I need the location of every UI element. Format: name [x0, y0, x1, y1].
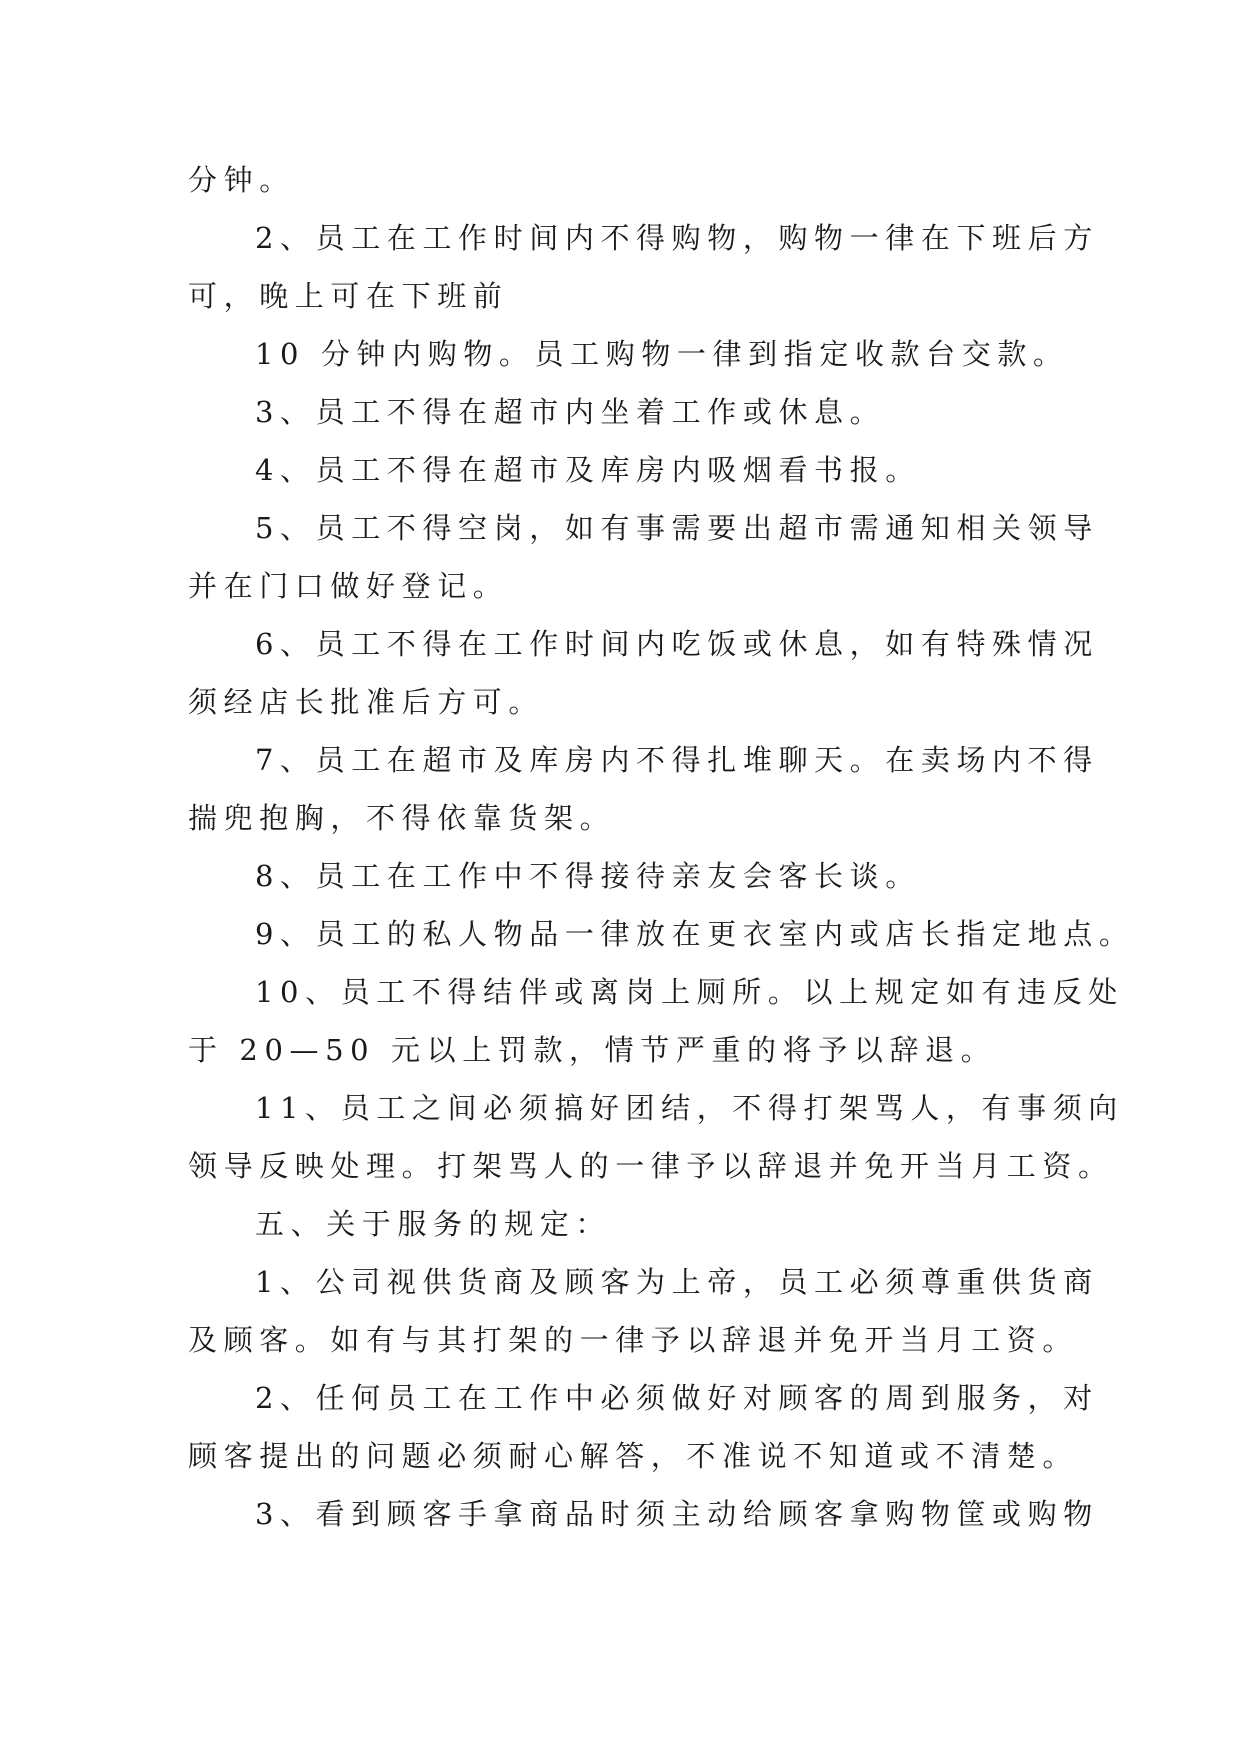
text-line-23: 顾客提出的问题必须耐心解答，不准说不知道或不清楚。: [188, 1439, 1079, 1473]
text-line-13: 8、员工在工作中不得接待亲友会客长谈。: [255, 859, 921, 893]
text-line-7: 5、员工不得空岗，如有事需要出超市需通知相关领导: [255, 511, 1099, 545]
text-line-2: 2、员工在工作时间内不得购物，购物一律在下班后方: [255, 221, 1099, 255]
text-line-12: 揣兜抱胸，不得依靠货架。: [188, 801, 616, 835]
text-line-22: 2、任何员工在工作中必须做好对顾客的周到服务，对: [255, 1381, 1099, 1415]
text-line-3: 可，晚上可在下班前: [188, 279, 509, 313]
text-line-9: 6、员工不得在工作时间内吃饭或休息，如有特殊情况: [255, 627, 1099, 661]
text-line-14: 9、员工的私人物品一律放在更衣室内或店长指定地点。: [255, 917, 1135, 951]
text-line-16: 于 20—50 元以上罚款，情节严重的将予以辞退。: [188, 1033, 997, 1067]
text-line-24: 3、看到顾客手拿商品时须主动给顾客拿购物筐或购物: [255, 1497, 1099, 1531]
text-line-8: 并在门口做好登记。: [188, 569, 509, 603]
text-line-1: 分钟。: [188, 163, 295, 197]
text-line-18: 领导反映处理。打架骂人的一律予以辞退并免开当月工资。: [188, 1149, 1114, 1183]
text-line-5: 3、员工不得在超市内坐着工作或休息。: [255, 395, 886, 429]
section-heading: 五、关于服务的规定：: [255, 1207, 612, 1241]
text-line-20: 1、公司视供货商及顾客为上帝，员工必须尊重供货商: [255, 1265, 1099, 1299]
text-line-15: 10、员工不得结伴或离岗上厕所。以上规定如有违反处: [255, 975, 1124, 1009]
text-line-21: 及顾客。如有与其打架的一律予以辞退并免开当月工资。: [188, 1323, 1079, 1357]
document-body: [188, 151, 1135, 1543]
text-line-17: 11、员工之间必须搞好团结，不得打架骂人，有事须向: [255, 1091, 1124, 1125]
text-line-6: 4、员工不得在超市及库房内吸烟看书报。: [255, 453, 921, 487]
text-line-11: 7、员工在超市及库房内不得扎堆聊天。在卖场内不得: [255, 743, 1099, 777]
text-line-4: 10 分钟内购物。员工购物一律到指定收款台交款。: [255, 337, 1069, 371]
text-line-10: 须经店长批准后方可。: [188, 685, 545, 719]
